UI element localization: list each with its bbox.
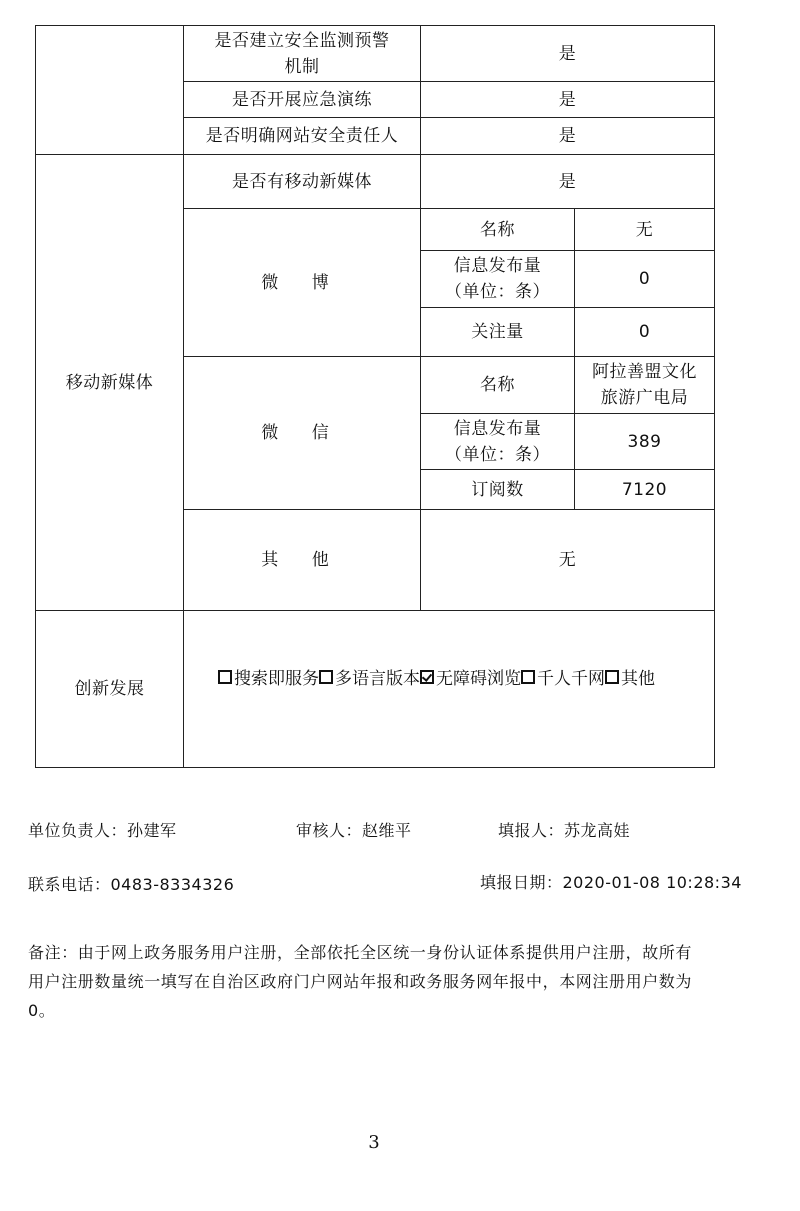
option-label: 其他 [621,669,655,689]
innovation-label: 创新发展 [74,679,145,699]
weibo-posts-value: 0 [638,269,651,289]
option-multilingual[interactable] [319,664,420,689]
unit-head: 单位负责人：孙建军 [28,821,177,840]
option-accessibility[interactable] [420,664,521,689]
contact-phone: 联系电话：0483-8334326 [28,875,235,894]
table-rule [714,25,715,768]
option-personalized[interactable] [521,664,605,689]
weibo-name-label: 名称 [480,219,515,240]
page-number: 3 [368,1132,380,1153]
emergency-drill-value: 是 [558,89,577,110]
option-search-as-service[interactable] [218,664,319,689]
table-rule [35,767,715,768]
innovation-options [218,664,655,689]
checkbox-icon[interactable] [521,670,535,684]
reviewer: 审核人：赵维平 [296,821,412,840]
wechat-subscribers-value: 7120 [621,479,668,500]
security-monitoring-value: 是 [558,43,577,64]
option-label: 千人千网 [537,669,605,689]
has-mobile-media-label: 是否有移动新媒体 [232,171,372,192]
option-label: 无障碍浏览 [436,669,521,689]
security-owner-label: 是否明确网站安全责任人 [205,126,399,146]
wechat-posts-value: 389 [627,431,662,452]
wechat-label: 微 信 [261,423,343,443]
weibo-name-value: 无 [635,219,654,240]
emergency-drill-label: 是否开展应急演练 [232,89,372,110]
checkbox-icon[interactable] [605,670,619,684]
weibo-followers-label: 关注量 [471,322,524,342]
option-other[interactable] [605,664,655,689]
checkbox-icon[interactable] [319,670,333,684]
has-mobile-media-value: 是 [558,171,577,192]
security-monitoring-label: 是否建立安全监测预警 机制 [214,30,390,77]
other-media-label: 其 他 [261,550,343,570]
wechat-posts-label: 信息发布量 （单位：条） [445,418,550,465]
fill-date: 填报日期：2020-01-08 10:28:34 [480,873,742,892]
weibo-label: 微 博 [261,272,343,293]
option-label: 搜索即服务 [234,669,319,689]
wechat-name-value: 阿拉善盟文化 旅游广电局 [592,362,697,408]
filler: 填报人：苏龙高娃 [498,821,631,840]
other-media-value: 无 [558,550,577,570]
checked-checkbox-icon[interactable] [420,670,434,684]
remark-note: 备注：由于网上政务服务用户注册，全部依托全区统一身份认证体系提供用户注册，故所有用户注册数量统一填写在自治区政府门户网站年报和政务服务网年报中，本网注册用户数为 0。 [28,943,693,1020]
checkbox-icon[interactable] [218,670,232,684]
weibo-posts-label: 信息发布量 （单位：条） [445,256,550,302]
wechat-subscribers-label: 订阅数 [471,479,524,500]
security-owner-value: 是 [558,126,577,146]
option-label: 多语言版本 [335,669,420,689]
weibo-followers-value: 0 [638,322,651,342]
wechat-name-label: 名称 [480,375,515,395]
mobile-media-section-label: 移动新媒体 [65,372,154,393]
